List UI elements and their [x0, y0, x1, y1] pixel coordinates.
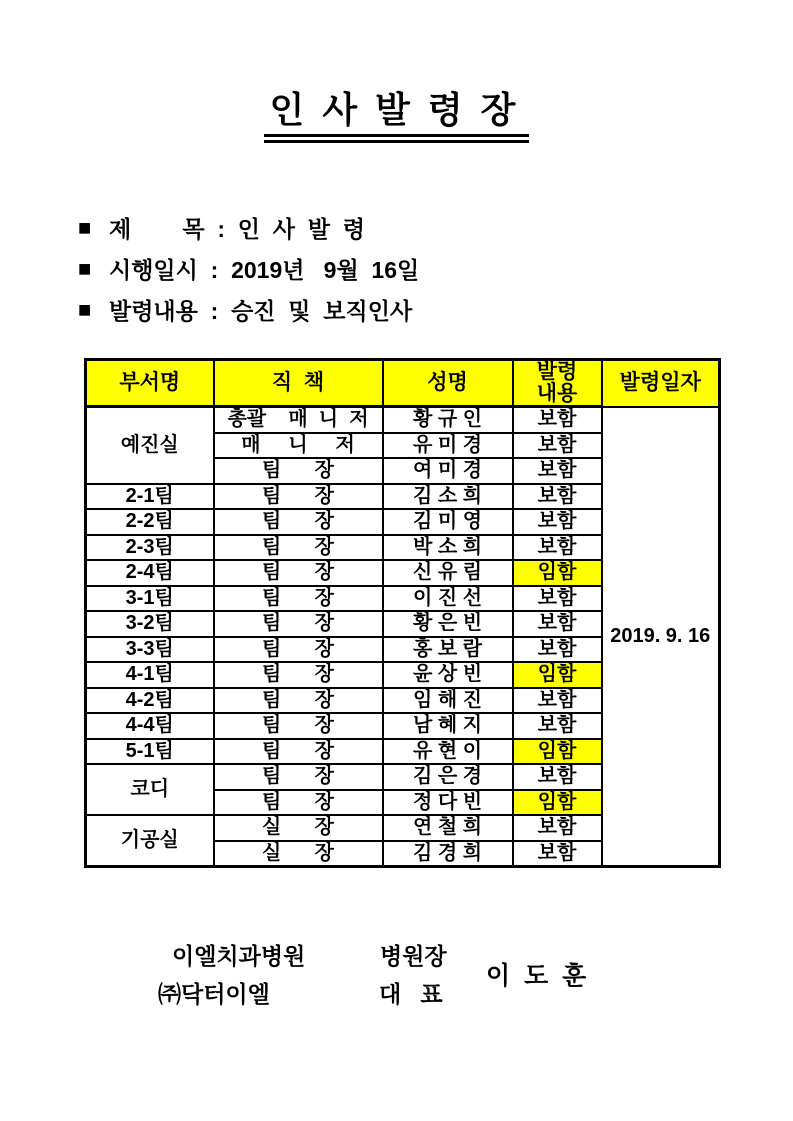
- cell-status: 보함: [513, 535, 602, 561]
- cell-position: 팀 장: [214, 764, 383, 790]
- cell-position: 팀 장: [214, 713, 383, 739]
- cell-dept: 예진실: [86, 407, 214, 484]
- col-header-status-line2: 내용: [536, 382, 578, 405]
- cell-position: 팀 장: [214, 688, 383, 714]
- cell-dept: 기공실: [86, 815, 214, 867]
- cell-status: 보함: [513, 407, 602, 433]
- cell-name: 연 철 희: [383, 815, 513, 841]
- org-name-company: ㈜닥터이엘: [158, 981, 270, 1007]
- cell-dept: 4-1팀: [86, 662, 214, 688]
- cell-name: 황 은 빈: [383, 611, 513, 637]
- cell-dept: 4-4팀: [86, 713, 214, 739]
- cell-position: 팀 장: [214, 535, 383, 561]
- cell-status: 보함: [513, 433, 602, 459]
- cell-name: 박 소 희: [383, 535, 513, 561]
- cell-status-highlighted: 임함: [513, 662, 602, 688]
- cell-position: 실 장: [214, 841, 383, 867]
- cell-dept: 4-2팀: [86, 688, 214, 714]
- col-header-status: [513, 360, 602, 407]
- cell-position: 팀 장: [214, 611, 383, 637]
- cell-position: 팀 장: [214, 458, 383, 484]
- cell-dept: 2-2팀: [86, 509, 214, 535]
- info-list: [78, 207, 419, 330]
- cell-dept: 3-2팀: [86, 611, 214, 637]
- page-title: 인 사 발 령 장: [264, 88, 530, 143]
- cell-name: 정 다 빈: [383, 790, 513, 816]
- cell-position: 매 니 저: [214, 433, 383, 459]
- cell-status-highlighted: 임함: [513, 790, 602, 816]
- cell-dept: 2-1팀: [86, 484, 214, 510]
- cell-dept: 2-3팀: [86, 535, 214, 561]
- cell-name: 황 규 인: [383, 407, 513, 433]
- cell-position: 팀 장: [214, 509, 383, 535]
- cell-dept: 5-1팀: [86, 739, 214, 765]
- cell-dept: 3-1팀: [86, 586, 214, 612]
- cell-name: 임 해 진: [383, 688, 513, 714]
- cell-status: 보함: [513, 484, 602, 510]
- cell-name: 여 미 경: [383, 458, 513, 484]
- cell-position: 팀 장: [214, 484, 383, 510]
- col-header-dept: 부서명: [86, 360, 214, 407]
- info-item-contents-text: 발령내용 : 승진 및 보직인사: [109, 298, 413, 324]
- cell-position: 팀 장: [214, 637, 383, 663]
- info-item-effective-date: [78, 248, 419, 289]
- cell-status: 보함: [513, 637, 602, 663]
- cell-date: 2019. 9. 16: [602, 407, 720, 867]
- info-item-effective-date-text: 시행일시 : 2019년 9월 16일: [109, 257, 420, 283]
- cell-name: 김 미 영: [383, 509, 513, 535]
- signer-name: 이 도 훈: [486, 962, 587, 990]
- cell-status: 보함: [513, 841, 602, 867]
- table-header-row: [86, 360, 720, 407]
- cell-position: 팀 장: [214, 560, 383, 586]
- org-name-hospital: 이엘치과병원: [172, 943, 306, 969]
- cell-name: 윤 상 빈: [383, 662, 513, 688]
- cell-position: 팀 장: [214, 739, 383, 765]
- cell-status: 보함: [513, 611, 602, 637]
- cell-position: 팀 장: [214, 662, 383, 688]
- col-header-name: 성명: [383, 360, 513, 407]
- cell-status: 보함: [513, 764, 602, 790]
- col-header-status-line1: 발령: [536, 360, 578, 383]
- info-item-subject-text: 제 목 : 인 사 발 령: [109, 216, 365, 242]
- cell-dept: 코디: [86, 764, 214, 815]
- cell-status: 보함: [513, 586, 602, 612]
- title-wrap: [0, 88, 793, 143]
- cell-position: 팀 장: [214, 586, 383, 612]
- cell-name: 김 은 경: [383, 764, 513, 790]
- cell-name: 유 미 경: [383, 433, 513, 459]
- bullet-square-icon: ■: [78, 296, 92, 322]
- cell-status-highlighted: 임함: [513, 560, 602, 586]
- role-hospital-director: 병원장: [380, 943, 447, 969]
- cell-status: 보함: [513, 713, 602, 739]
- cell-name: 이 진 선: [383, 586, 513, 612]
- cell-position: 팀 장: [214, 790, 383, 816]
- col-header-position: 직 책: [214, 360, 383, 407]
- cell-name: 유 현 이: [383, 739, 513, 765]
- role-ceo: 대 표: [379, 981, 443, 1007]
- cell-name: 홍 보 람: [383, 637, 513, 663]
- cell-status-highlighted: 임함: [513, 739, 602, 765]
- cell-status: 보함: [513, 509, 602, 535]
- cell-name: 남 혜 지: [383, 713, 513, 739]
- info-item-subject: [78, 207, 419, 248]
- cell-dept: 2-4팀: [86, 560, 214, 586]
- cell-name: 신 유 림: [383, 560, 513, 586]
- cell-status: 보함: [513, 688, 602, 714]
- bullet-square-icon: ■: [78, 255, 92, 281]
- col-header-date: 발령일자: [602, 360, 720, 407]
- cell-position: 실 장: [214, 815, 383, 841]
- cell-dept: 3-3팀: [86, 637, 214, 663]
- bullet-square-icon: ■: [78, 214, 92, 240]
- appointment-table: [84, 358, 721, 868]
- cell-name: 김 경 희: [383, 841, 513, 867]
- cell-name: 김 소 희: [383, 484, 513, 510]
- cell-status: 보함: [513, 458, 602, 484]
- cell-position: 총괄 매 니 저: [214, 407, 383, 433]
- info-item-contents: [78, 289, 419, 330]
- table-row: [86, 407, 720, 433]
- cell-status: 보함: [513, 815, 602, 841]
